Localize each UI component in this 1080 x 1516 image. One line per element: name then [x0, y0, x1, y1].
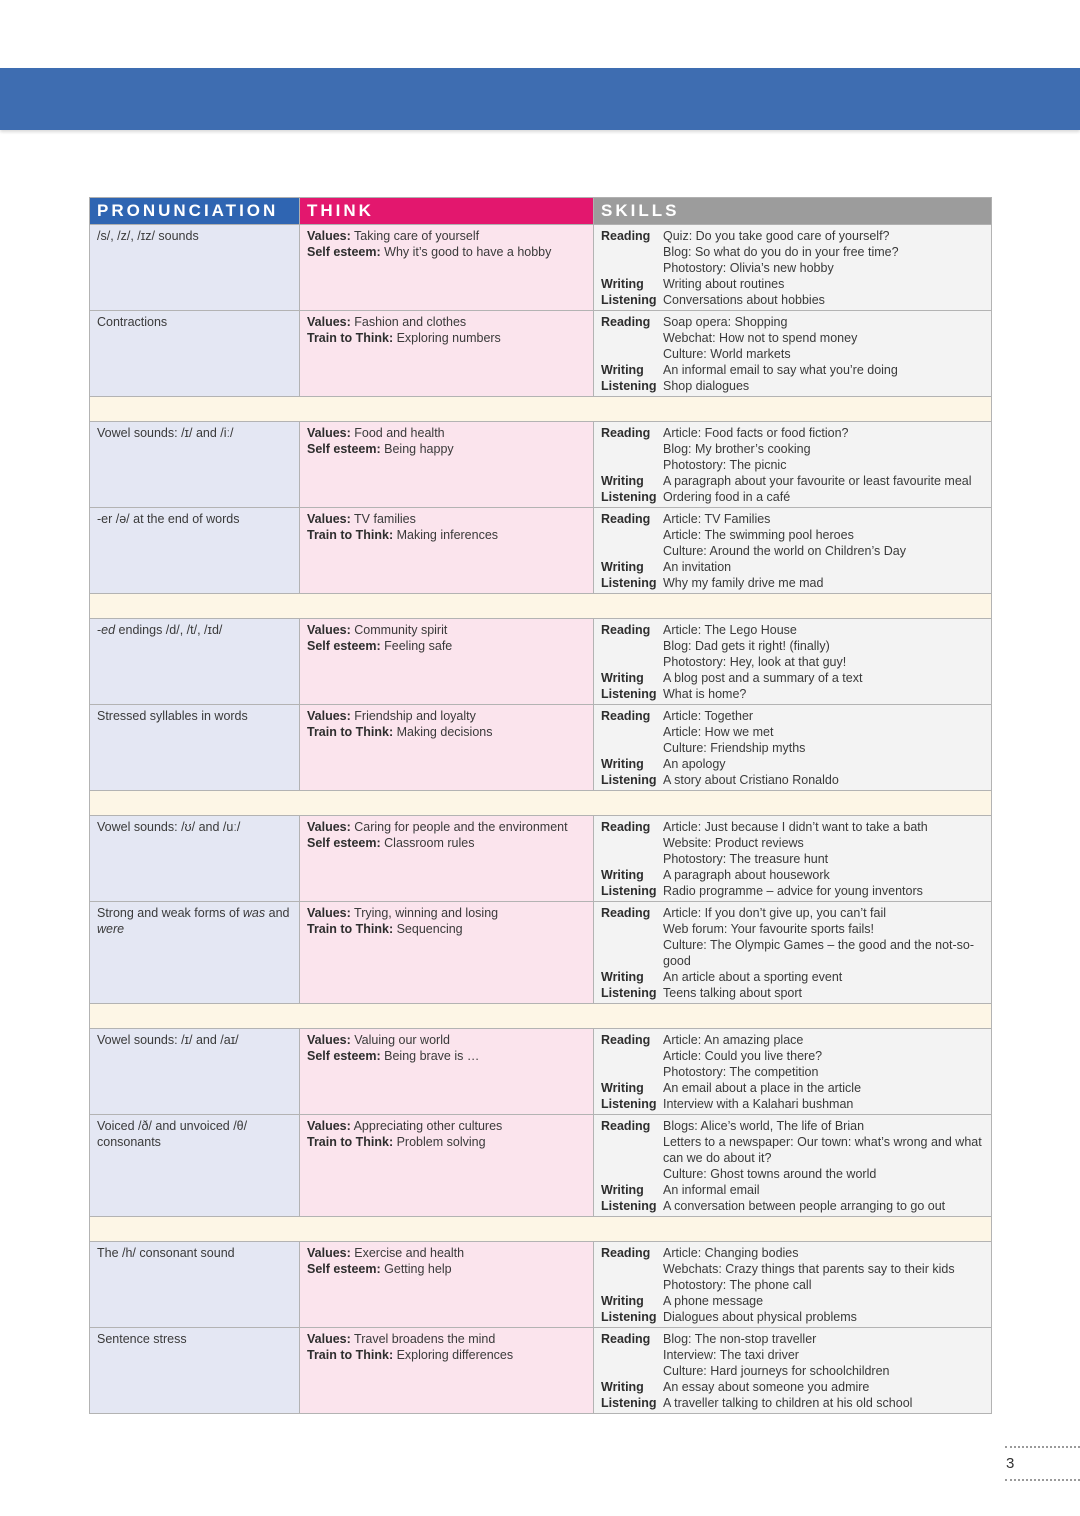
pronunciation-topic: Voiced /ð/ and unvoiced /θ/ consonants [97, 1119, 248, 1149]
skills-cell [594, 1029, 992, 1115]
pronunciation-topic-italic: were [97, 922, 125, 936]
think-topic: TV families [354, 512, 416, 526]
think-topic: Feeling safe [384, 639, 453, 653]
unit-spacer [90, 791, 992, 816]
listening-item: Teens talking about sport [663, 986, 802, 1000]
think-label: Train to Think: [307, 528, 394, 542]
think-label: Train to Think: [307, 1348, 394, 1362]
reading-item: Culture: Hard journeys for schoolchildren [663, 1364, 890, 1378]
reading-item: Photostory: Olivia’s new hobby [663, 261, 834, 275]
writing-label: Writing [601, 363, 644, 377]
reading-item: Letters to a newspaper: Our town: what’s wrong and what can we do about it? [663, 1135, 982, 1165]
reading-group [601, 708, 984, 756]
reading-item: Article: The Lego House [663, 623, 797, 637]
writing-item: An informal email to say what you’re doing [663, 363, 898, 377]
skills-cell [594, 705, 992, 791]
pronunciation-cell [90, 705, 300, 791]
writing-group [601, 559, 984, 575]
listening-item: Interview with a Kalahari bushman [663, 1097, 854, 1111]
listening-item: Conversations about hobbies [663, 293, 825, 307]
listening-label: Listening [601, 773, 657, 787]
reading-item: Article: An amazing place [663, 1033, 804, 1047]
reading-item: Article: The swimming pool heroes [663, 528, 854, 542]
listening-item: Dialogues about physical problems [663, 1310, 857, 1324]
skills-cell [594, 508, 992, 594]
think-label: Values: [307, 709, 351, 723]
reading-group [601, 425, 984, 473]
listening-group [601, 292, 984, 308]
think-topic: Appreciating other cultures [353, 1119, 503, 1133]
reading-label: Reading [601, 1119, 651, 1133]
listening-group [601, 575, 984, 591]
think-label: Values: [307, 512, 351, 526]
unit-row [90, 619, 992, 705]
reading-item: Photostory: Hey, look at that guy! [663, 655, 847, 669]
pronunciation-topic: Contractions [97, 315, 168, 329]
think-line [307, 425, 586, 441]
pronunciation-cell [90, 816, 300, 902]
think-line [307, 527, 586, 543]
writing-group [601, 670, 984, 686]
reading-item: Article: If you don’t give up, you can’t fail [663, 906, 887, 920]
listening-group [601, 378, 984, 394]
listening-group [601, 772, 984, 788]
pronunciation-cell [90, 1029, 300, 1115]
listening-label: Listening [601, 379, 657, 393]
think-line [307, 622, 586, 638]
pronunciation-cell [90, 1242, 300, 1328]
writing-label: Writing [601, 474, 644, 488]
unit-row [90, 225, 992, 311]
listening-label: Listening [601, 687, 657, 701]
think-line [307, 708, 586, 724]
think-label: Values: [307, 1332, 351, 1346]
listening-label: Listening [601, 576, 657, 590]
reading-group [601, 1245, 984, 1293]
table-header-row [90, 198, 992, 225]
writing-item: A paragraph about housework [663, 868, 830, 882]
think-topic: Making decisions [396, 725, 493, 739]
writing-group [601, 276, 984, 292]
think-topic: Being happy [384, 442, 454, 456]
writing-label: Writing [601, 560, 644, 574]
pronunciation-cell [90, 1115, 300, 1217]
reading-item: Article: TV Families [663, 512, 771, 526]
think-line [307, 1245, 586, 1261]
think-cell [300, 225, 594, 311]
listening-label: Listening [601, 1310, 657, 1324]
writing-item: An informal email [663, 1183, 760, 1197]
think-topic: Taking care of yourself [354, 229, 480, 243]
writing-label: Writing [601, 1294, 644, 1308]
unit-row [90, 816, 992, 902]
pronunciation-cell [90, 1328, 300, 1414]
listening-item: Why my family drive me mad [663, 576, 824, 590]
pronunciation-cell [90, 508, 300, 594]
skills-cell [594, 1328, 992, 1414]
spacer-cell [90, 397, 992, 422]
reading-item: Photostory: The phone call [663, 1278, 812, 1292]
think-cell [300, 1029, 594, 1115]
think-cell [300, 705, 594, 791]
think-label: Values: [307, 623, 351, 637]
think-topic: Trying, winning and losing [354, 906, 499, 920]
writing-item: An apology [663, 757, 726, 771]
listening-item: Shop dialogues [663, 379, 750, 393]
pronunciation-topic: -er /ə/ at the end of words [97, 512, 240, 526]
listening-item: What is home? [663, 687, 747, 701]
unit-row [90, 422, 992, 508]
unit-row [90, 1029, 992, 1115]
writing-label: Writing [601, 1081, 644, 1095]
writing-label: Writing [601, 1183, 644, 1197]
listening-group [601, 686, 984, 702]
think-line [307, 1048, 586, 1064]
skills-cell [594, 902, 992, 1004]
writing-item: Writing about routines [663, 277, 785, 291]
think-cell [300, 1328, 594, 1414]
listening-group [601, 883, 984, 899]
think-label: Values: [307, 820, 351, 834]
unit-row [90, 705, 992, 791]
think-topic: Problem solving [396, 1135, 486, 1149]
reading-item: Blogs: Alice’s world, The life of Brian [663, 1119, 865, 1133]
think-cell [300, 508, 594, 594]
think-topic: Friendship and loyalty [354, 709, 476, 723]
listening-label: Listening [601, 884, 657, 898]
think-topic: Caring for people and the environment [354, 820, 568, 834]
listening-item: A traveller talking to children at his old school [663, 1396, 913, 1410]
unit-row [90, 508, 992, 594]
reading-item: Culture: The Olympic Games – the good and the not-so-good [663, 938, 975, 968]
reading-item: Interview: The taxi driver [663, 1348, 799, 1362]
reading-group [601, 819, 984, 867]
writing-label: Writing [601, 1380, 644, 1394]
think-line [307, 244, 586, 260]
skills-cell [594, 311, 992, 397]
page-number: 3 [1006, 1455, 1015, 1472]
think-topic: Fashion and clothes [354, 315, 467, 329]
writing-group [601, 1293, 984, 1309]
think-label: Self esteem: [307, 442, 381, 456]
reading-item: Article: Just because I didn’t want to take a bath [663, 820, 928, 834]
writing-label: Writing [601, 868, 644, 882]
pronunciation-cell [90, 619, 300, 705]
unit-row [90, 311, 992, 397]
think-topic: Food and health [354, 426, 445, 440]
skills-cell [594, 619, 992, 705]
pronunciation-cell [90, 225, 300, 311]
think-label: Values: [307, 906, 351, 920]
writing-group [601, 1182, 984, 1198]
unit-spacer [90, 397, 992, 422]
think-cell [300, 311, 594, 397]
writing-group [601, 1379, 984, 1395]
spacer-cell [90, 791, 992, 816]
reading-item: Webchat: How not to spend money [663, 331, 858, 345]
reading-label: Reading [601, 426, 651, 440]
think-cell [300, 902, 594, 1004]
think-line [307, 819, 586, 835]
reading-label: Reading [601, 1033, 651, 1047]
skills-cell [594, 225, 992, 311]
reading-label: Reading [601, 906, 651, 920]
think-cell [300, 1115, 594, 1217]
think-line [307, 921, 586, 937]
writing-group [601, 867, 984, 883]
header-think: THINK [300, 198, 594, 225]
think-label: Self esteem: [307, 1049, 381, 1063]
reading-item: Article: Changing bodies [663, 1246, 799, 1260]
think-topic: Valuing our world [354, 1033, 450, 1047]
unit-row [90, 1242, 992, 1328]
think-line [307, 1261, 586, 1277]
writing-group [601, 473, 984, 489]
reading-label: Reading [601, 315, 651, 329]
reading-item: Soap opera: Shopping [663, 315, 788, 329]
writing-group [601, 756, 984, 772]
writing-label: Writing [601, 671, 644, 685]
think-topic: Exploring differences [396, 1348, 514, 1362]
unit-spacer [90, 1004, 992, 1029]
pronunciation-topic: Vowel sounds: /ʊ/ and /uː/ [97, 820, 241, 834]
reading-item: Quiz: Do you take good care of yourself? [663, 229, 890, 243]
unit-spacer [90, 594, 992, 619]
think-cell [300, 422, 594, 508]
reading-item: Article: Food facts or food fiction? [663, 426, 849, 440]
listening-item: A conversation between people arranging to go out [663, 1199, 946, 1213]
pronunciation-cell [90, 311, 300, 397]
listening-label: Listening [601, 490, 657, 504]
listening-item: Ordering food in a café [663, 490, 791, 504]
skills-cell [594, 422, 992, 508]
reading-item: Webchats: Crazy things that parents say to their kids [663, 1262, 955, 1276]
pronunciation-topic: The /h/ consonant sound [97, 1246, 235, 1260]
think-cell [300, 619, 594, 705]
think-topic: Travel broadens the mind [354, 1332, 496, 1346]
skills-cell [594, 816, 992, 902]
reading-item: Blog: So what do you do in your free time? [663, 245, 899, 259]
think-line [307, 511, 586, 527]
reading-item: Article: Together [663, 709, 754, 723]
think-label: Values: [307, 1119, 351, 1133]
reading-item: Photostory: The picnic [663, 458, 787, 472]
listening-group [601, 1395, 984, 1411]
writing-label: Writing [601, 757, 644, 771]
reading-item: Website: Product reviews [663, 836, 804, 850]
think-line [307, 1134, 586, 1150]
listening-group [601, 1309, 984, 1325]
skills-cell [594, 1115, 992, 1217]
think-topic: Classroom rules [384, 836, 475, 850]
think-topic: Exploring numbers [396, 331, 501, 345]
pronunciation-topic: Stressed syllables in words [97, 709, 248, 723]
think-label: Values: [307, 229, 351, 243]
pronunciation-topic-italic: ed [101, 623, 116, 637]
think-topic: Exercise and health [354, 1246, 465, 1260]
listening-label: Listening [601, 293, 657, 307]
reading-label: Reading [601, 229, 651, 243]
reading-item: Photostory: The competition [663, 1065, 819, 1079]
writing-label: Writing [601, 277, 644, 291]
think-label: Self esteem: [307, 245, 381, 259]
pronunciation-topic: Vowel sounds: /ɪ/ and /iː/ [97, 426, 234, 440]
reading-label: Reading [601, 623, 651, 637]
writing-item: An invitation [663, 560, 732, 574]
think-label: Train to Think: [307, 1135, 394, 1149]
listening-group [601, 1198, 984, 1214]
skills-cell [594, 1242, 992, 1328]
think-cell [300, 1242, 594, 1328]
listening-group [601, 489, 984, 505]
pronunciation-topic: and [265, 906, 290, 920]
writing-item: A paragraph about your favourite or least favourite meal [663, 474, 972, 488]
think-label: Train to Think: [307, 331, 394, 345]
spacer-cell [90, 1217, 992, 1242]
reading-group [601, 1331, 984, 1379]
header-pronunciation: PRONUNCIATION [90, 198, 300, 225]
think-label: Self esteem: [307, 836, 381, 850]
think-label: Values: [307, 426, 351, 440]
think-label: Values: [307, 1246, 351, 1260]
think-line [307, 1118, 586, 1134]
writing-group [601, 1080, 984, 1096]
think-label: Values: [307, 1033, 351, 1047]
reading-item: Article: How we met [663, 725, 774, 739]
pronunciation-topic: Strong and weak forms of [97, 906, 243, 920]
think-label: Train to Think: [307, 922, 394, 936]
think-line [307, 1331, 586, 1347]
header-skills: SKILLS [594, 198, 992, 225]
reading-label: Reading [601, 512, 651, 526]
think-topic: Sequencing [396, 922, 463, 936]
pronunciation-topic: Vowel sounds: /ɪ/ and /aɪ/ [97, 1033, 239, 1047]
pronunciation-topic: endings /d/, /t/, /ɪd/ [115, 623, 223, 637]
writing-group [601, 969, 984, 985]
think-topic: Why it’s good to have a hobby [384, 245, 552, 259]
reading-item: Culture: Friendship myths [663, 741, 806, 755]
writing-item: A blog post and a summary of a text [663, 671, 863, 685]
writing-item: A phone message [663, 1294, 764, 1308]
reading-group [601, 905, 984, 969]
reading-group [601, 1032, 984, 1080]
listening-item: A story about Cristiano Ronaldo [663, 773, 839, 787]
listening-item: Radio programme – advice for young inventors [663, 884, 923, 898]
think-topic: Making inferences [396, 528, 499, 542]
think-line [307, 835, 586, 851]
reading-item: Blog: The non-stop traveller [663, 1332, 817, 1346]
think-topic: Being brave is … [384, 1049, 480, 1063]
writing-label: Writing [601, 970, 644, 984]
think-line [307, 1347, 586, 1363]
think-line [307, 314, 586, 330]
writing-item: An essay about someone you admire [663, 1380, 870, 1394]
think-label: Self esteem: [307, 639, 381, 653]
reading-item: Culture: World markets [663, 347, 791, 361]
think-line [307, 638, 586, 654]
pronunciation-cell [90, 902, 300, 1004]
reading-label: Reading [601, 1332, 651, 1346]
unit-row [90, 902, 992, 1004]
listening-group [601, 985, 984, 1001]
think-topic: Community spirit [354, 623, 448, 637]
reading-item: Culture: Around the world on Children’s Day [663, 544, 906, 558]
pronunciation-topic: /s/, /z/, /ɪz/ sounds [97, 229, 199, 243]
reading-group [601, 314, 984, 362]
contents-table [89, 197, 992, 1414]
reading-label: Reading [601, 1246, 651, 1260]
reading-label: Reading [601, 820, 651, 834]
page-number-box [1005, 1446, 1080, 1481]
writing-group [601, 362, 984, 378]
listening-group [601, 1096, 984, 1112]
think-line [307, 724, 586, 740]
think-line [307, 1032, 586, 1048]
unit-row [90, 1328, 992, 1414]
reading-group [601, 1118, 984, 1182]
listening-label: Listening [601, 986, 657, 1000]
reading-item: Culture: Ghost towns around the world [663, 1167, 877, 1181]
listening-label: Listening [601, 1199, 657, 1213]
reading-label: Reading [601, 709, 651, 723]
think-label: Values: [307, 315, 351, 329]
writing-item: An article about a sporting event [663, 970, 843, 984]
reading-group [601, 228, 984, 276]
think-topic: Getting help [384, 1262, 452, 1276]
think-line [307, 330, 586, 346]
reading-item: Web forum: Your favourite sports fails! [663, 922, 874, 936]
pronunciation-cell [90, 422, 300, 508]
think-label: Self esteem: [307, 1262, 381, 1276]
think-cell [300, 816, 594, 902]
reading-item: Article: Could you live there? [663, 1049, 823, 1063]
reading-group [601, 622, 984, 670]
header-band [0, 68, 1080, 130]
listening-label: Listening [601, 1396, 657, 1410]
think-label: Train to Think: [307, 725, 394, 739]
reading-item: Photostory: The treasure hunt [663, 852, 829, 866]
listening-label: Listening [601, 1097, 657, 1111]
spacer-cell [90, 1004, 992, 1029]
unit-row [90, 1115, 992, 1217]
pronunciation-topic: - [97, 623, 102, 637]
think-line [307, 905, 586, 921]
writing-item: An email about a place in the article [663, 1081, 862, 1095]
reading-group [601, 511, 984, 559]
pronunciation-topic-italic: was [242, 906, 266, 920]
unit-spacer [90, 1217, 992, 1242]
think-line [307, 441, 586, 457]
reading-item: Blog: My brother’s cooking [663, 442, 811, 456]
think-line [307, 228, 586, 244]
pronunciation-topic: Sentence stress [97, 1332, 187, 1346]
reading-item: Blog: Dad gets it right! (finally) [663, 639, 830, 653]
spacer-cell [90, 594, 992, 619]
